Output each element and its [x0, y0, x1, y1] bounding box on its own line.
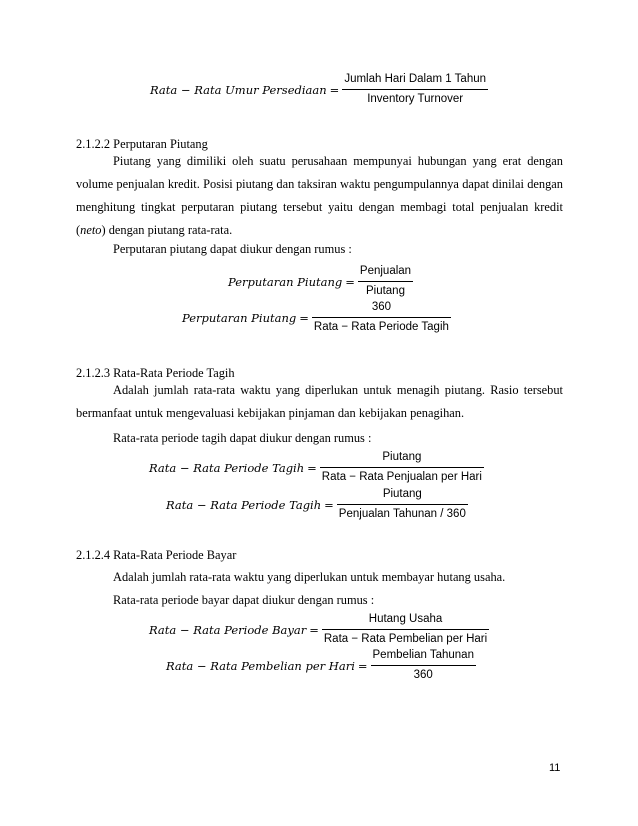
fraction — [322, 612, 489, 647]
fraction — [312, 300, 451, 335]
section-heading-2122: 2.1.2.2 Perputaran Piutang — [76, 137, 208, 151]
fraction-denominator: Piutang — [365, 285, 405, 297]
equals-sign: = — [307, 460, 317, 475]
paragraph-text: Piutang yang dimiliki oleh suatu perusahaan mempunyai hubungan yang erat dengan volume penjualan kredit. Posisi piutang dan taksiran waktu pengumpulannya dapat dinilai dengan menghitung tingkat perputaran piutang tersebut yaitu dengan membagi total penjualan kredit ( — [76, 154, 563, 237]
fraction-denominator: Rata − Rata Penjualan per Hari — [321, 471, 482, 483]
fraction-denominator: Inventory Turnover — [367, 93, 464, 105]
formula-periode-tagih-a — [149, 450, 484, 485]
fraction — [371, 648, 476, 683]
fraction-numerator: Pembelian Tahunan — [372, 649, 474, 661]
formula-periode-bayar-a — [149, 612, 489, 647]
fraction-numerator: Penjualan — [359, 265, 412, 277]
formula-lhs: Rata − Rata Periode Tagih — [166, 497, 322, 512]
section-heading-2124: 2.1.2.4 Rata-Rata Periode Bayar — [76, 548, 237, 562]
page-number: 11 — [549, 762, 561, 774]
formula-intro-2122: Perputaran piutang dapat diukur dengan rumus : — [113, 242, 352, 256]
formula-lhs: Rata − Rata Pembelian per Hari — [166, 658, 355, 673]
fraction — [320, 450, 484, 485]
equals-sign: = — [357, 658, 368, 673]
formula-pembelian-per-hari — [166, 648, 476, 683]
formula-lhs: Rata − Rata Periode Tagih — [149, 460, 305, 475]
fraction-denominator: Rata − Rata Periode Tagih — [313, 321, 449, 333]
equals-sign: = — [299, 310, 309, 325]
section-paragraph-2123: Adalah jumlah rata-rata waktu yang diperlukan untuk menagih piutang. Rasio tersebut bermanfaat untuk mengevaluasi kebijakan pinjaman dan kebijakan penagihan. — [76, 383, 563, 420]
formula-lhs: Perputaran Piutang — [228, 274, 343, 289]
fraction-numerator: Piutang — [382, 488, 422, 500]
section-paragraph-2124: Adalah jumlah rata-rata waktu yang diperlukan untuk membayar hutang usaha. — [113, 570, 506, 584]
formula-lhs: Rata − Rata Periode Bayar — [149, 622, 307, 637]
equals-sign: = — [324, 497, 334, 512]
formula-intro-2124: Rata-rata periode bayar dapat diukur dengan rumus : — [113, 593, 375, 607]
fraction — [337, 487, 468, 522]
section-heading-2123: 2.1.2.3 Rata-Rata Periode Tagih — [76, 366, 235, 380]
formula-intro-2123: Rata-rata periode tagih dapat diukur dengan rumus : — [113, 431, 372, 445]
fraction-numerator: Piutang — [382, 451, 422, 463]
formula-lhs: Rata − Rata Umur Persediaan — [150, 82, 327, 97]
equals-sign: = — [345, 274, 355, 289]
fraction-numerator: Hutang Usaha — [368, 613, 443, 625]
paragraph-emphasis: neto — [80, 223, 102, 237]
fraction-denominator: Rata − Rata Pembelian per Hari — [323, 633, 488, 645]
fraction-numerator: Jumlah Hari Dalam 1 Tahun — [344, 73, 487, 85]
fraction-numerator: 360 — [371, 301, 391, 313]
paragraph-text: ) dengan piutang rata-rata. — [101, 223, 233, 237]
fraction — [358, 264, 413, 299]
equals-sign: = — [309, 622, 319, 637]
formula-perputaran-piutang-a — [228, 264, 413, 299]
section-paragraph-2122 — [76, 150, 563, 242]
equals-sign: = — [329, 82, 340, 97]
formula-lhs: Perputaran Piutang — [182, 310, 297, 325]
formula-perputaran-piutang-b — [182, 300, 451, 335]
fraction — [342, 72, 488, 107]
formula-umur-persediaan — [150, 72, 488, 107]
fraction-denominator: Penjualan Tahunan / 360 — [338, 508, 466, 520]
fraction-denominator: 360 — [413, 669, 433, 681]
formula-periode-tagih-b — [166, 487, 468, 522]
